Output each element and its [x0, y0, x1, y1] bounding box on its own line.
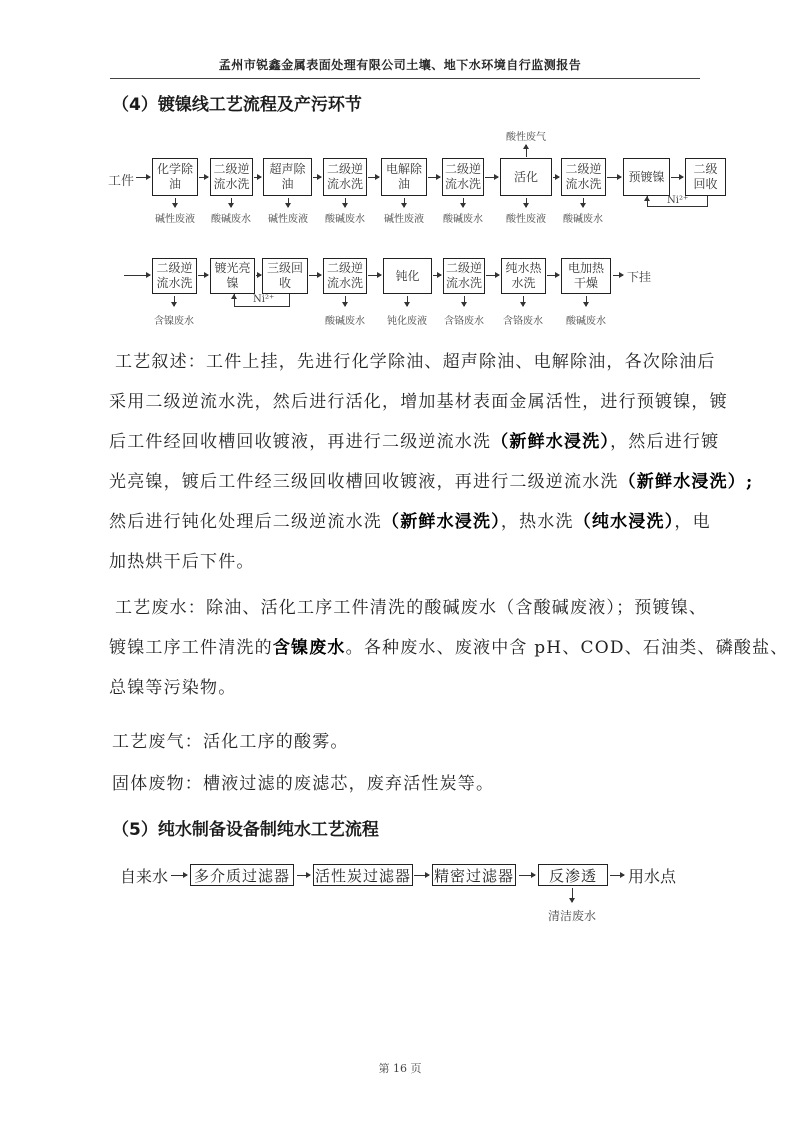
arrow-down	[231, 198, 232, 207]
flow-output: 含镍废水	[154, 316, 194, 327]
arrow-down	[463, 198, 464, 207]
flow-output: 碱性废液	[268, 214, 308, 225]
flow-step-counterflow-rinse: 二级逆流水洗	[152, 258, 197, 294]
flow-step-precision-filter: 精密过滤器	[432, 864, 516, 886]
flow-output: 酸碱废水	[443, 214, 483, 225]
arrow-down	[464, 296, 465, 306]
arrow-down	[174, 296, 175, 306]
flow-step-counterflow-rinse: 二级逆流水洗	[323, 258, 367, 294]
arrow-right	[613, 275, 623, 276]
nickel-wastewater-emphasis: 含镍废水	[272, 638, 346, 658]
arrow-right	[136, 177, 150, 178]
flow-output: 酸碱废水	[566, 316, 606, 327]
flow-output: 酸碱废水	[563, 214, 603, 225]
arrow-up	[526, 145, 527, 157]
arrow-right	[256, 275, 261, 276]
arrow-down	[175, 198, 176, 207]
flow-emission: 酸性废气	[506, 132, 546, 143]
flow-output: 酸碱废水	[325, 214, 365, 225]
process-description-lead: 工艺叙述：	[115, 352, 206, 372]
arrow-down	[345, 296, 346, 306]
waste-gas-line: 工艺废气：活化工序的酸雾。	[112, 732, 349, 752]
flow-step-counterflow-rinse: 二级逆流水洗	[323, 158, 367, 196]
flow-output: 钝化废液	[387, 316, 427, 327]
flow-output: 酸碱废水	[325, 316, 365, 327]
arrow-right	[433, 275, 441, 276]
arrow-right	[610, 875, 624, 876]
document-header: 孟州市锐鑫金属表面处理有限公司土壤、地下水环境自行监测报告	[218, 58, 582, 72]
nickel-ion-label: Ni²⁺	[253, 294, 275, 305]
arrow-up	[647, 197, 648, 206]
arrow-right	[171, 875, 187, 876]
flow-step-chemical-degreasing: 化学除油	[152, 158, 198, 196]
flow-step-electric-drying: 电加热干燥	[561, 258, 611, 294]
clean-wastewater-label: 清洁废水	[548, 909, 597, 923]
flow-step-counterflow-rinse: 二级逆流水洗	[443, 258, 485, 294]
arrow-right	[671, 177, 683, 178]
flow-output: 含铬废水	[503, 316, 543, 327]
arrow-down	[572, 888, 573, 902]
arrow-down	[345, 198, 346, 207]
flow-step-two-stage-recovery: 二级回收	[685, 158, 726, 196]
arrow-right	[607, 177, 621, 178]
flow-step-activation: 活化	[500, 158, 552, 196]
flow-step-counterflow-rinse: 二级逆流水洗	[210, 158, 253, 196]
flow-step-counterflow-rinse: 二级逆流水洗	[442, 158, 484, 196]
flow-step-multimedia-filter: 多介质过滤器	[190, 864, 294, 886]
arrow-right	[198, 275, 208, 276]
pure-water-end-label: 用水点	[628, 867, 677, 886]
wastewater-paragraph: 工艺废水：除油、活化工序工件清洗的酸碱废水（含酸碱废液）；预镀镍、 镀镍工序工件清洗的含镍废水。各种废水、废液中含 pH、COD、石油类、磷酸盐、 总镍等污染物。	[109, 598, 789, 698]
arrow-right	[368, 275, 381, 276]
arrow-down	[526, 198, 527, 207]
flow-step-pre-nickel-plating: 预镀镍	[623, 158, 670, 196]
flow-step-activated-carbon-filter: 活性炭过滤器	[313, 864, 413, 886]
arrow-down	[407, 296, 408, 306]
arrow-right	[486, 275, 499, 276]
arrow-down	[404, 198, 405, 207]
arrow-up	[234, 295, 235, 306]
flow-step-counterflow-rinse: 二级逆流水洗	[561, 158, 606, 196]
arrow-down	[523, 296, 524, 306]
arrow-right	[124, 275, 150, 276]
arrow-down	[288, 198, 289, 207]
flow-output: 酸碱废水	[211, 214, 251, 225]
flow-output: 碱性废液	[384, 214, 424, 225]
flow-output: 酸性废液	[506, 214, 546, 225]
flow-step-bright-nickel-plating: 镀光亮镍	[210, 258, 255, 294]
section-5-heading: （5）纯水制备设备制纯水工艺流程	[112, 820, 379, 840]
arrow-right	[199, 177, 208, 178]
flow-step-three-stage-recovery: 三级回收	[262, 258, 308, 294]
flow-output: 碱性废液	[155, 214, 195, 225]
arrow-right	[547, 275, 559, 276]
arrow-right	[414, 875, 429, 876]
flow-step-hot-pure-water-rinse: 纯水热水洗	[501, 258, 546, 294]
flow-step-ultrasonic-degreasing: 超声除油	[263, 158, 312, 196]
arrow-right	[553, 177, 559, 178]
flow-output: 含铬废水	[444, 316, 484, 327]
arrow-down	[586, 296, 587, 306]
flow-step-electrolytic-degreasing: 电解除油	[381, 158, 427, 196]
flow-start-label: 工件	[108, 174, 135, 189]
page-number: 第 16 页	[378, 1062, 422, 1075]
arrow-right	[254, 177, 261, 178]
arrow-right	[313, 177, 321, 178]
flow-end-label: 下挂	[627, 270, 652, 284]
pure-water-start-label: 自来水	[120, 867, 169, 886]
arrow-right	[485, 177, 498, 178]
flow-step-reverse-osmosis: 反渗透	[538, 864, 608, 886]
arrow-right	[519, 875, 535, 876]
process-description-paragraph: 工艺叙述：工件上挂，先进行化学除油、超声除油、电解除油，各次除油后 采用二级逆流水洗，然后进行活化，增加基材表面金属活性，进行预镀镍，镀 后工件经回收槽回收镀液，再进行二级逆流水洗（新鲜水浸洗），然后进行镀 光亮镍，镀后工件经三级回收槽回收镀液，再进行二级逆流水洗（新鲜水浸洗）; 然后进行钝化处理后二级逆流水洗（新鲜水浸洗），热水洗（纯水浸洗），电 加热烘干后下件。	[109, 352, 754, 572]
arrow-right	[368, 177, 379, 178]
nickel-ion-label: Ni²⁺	[667, 195, 689, 206]
solid-waste-line: 固体废物：槽液过滤的废滤芯，废弃活性炭等。	[112, 774, 495, 794]
arrow-right	[428, 177, 440, 178]
arrow-down	[583, 198, 584, 207]
flow-step-passivation: 钝化	[383, 258, 432, 294]
arrow-right	[297, 875, 310, 876]
arrow-right	[309, 275, 321, 276]
header-rule	[110, 78, 700, 79]
section-4-heading: （4）镀镍线工艺流程及产污环节	[112, 95, 362, 115]
